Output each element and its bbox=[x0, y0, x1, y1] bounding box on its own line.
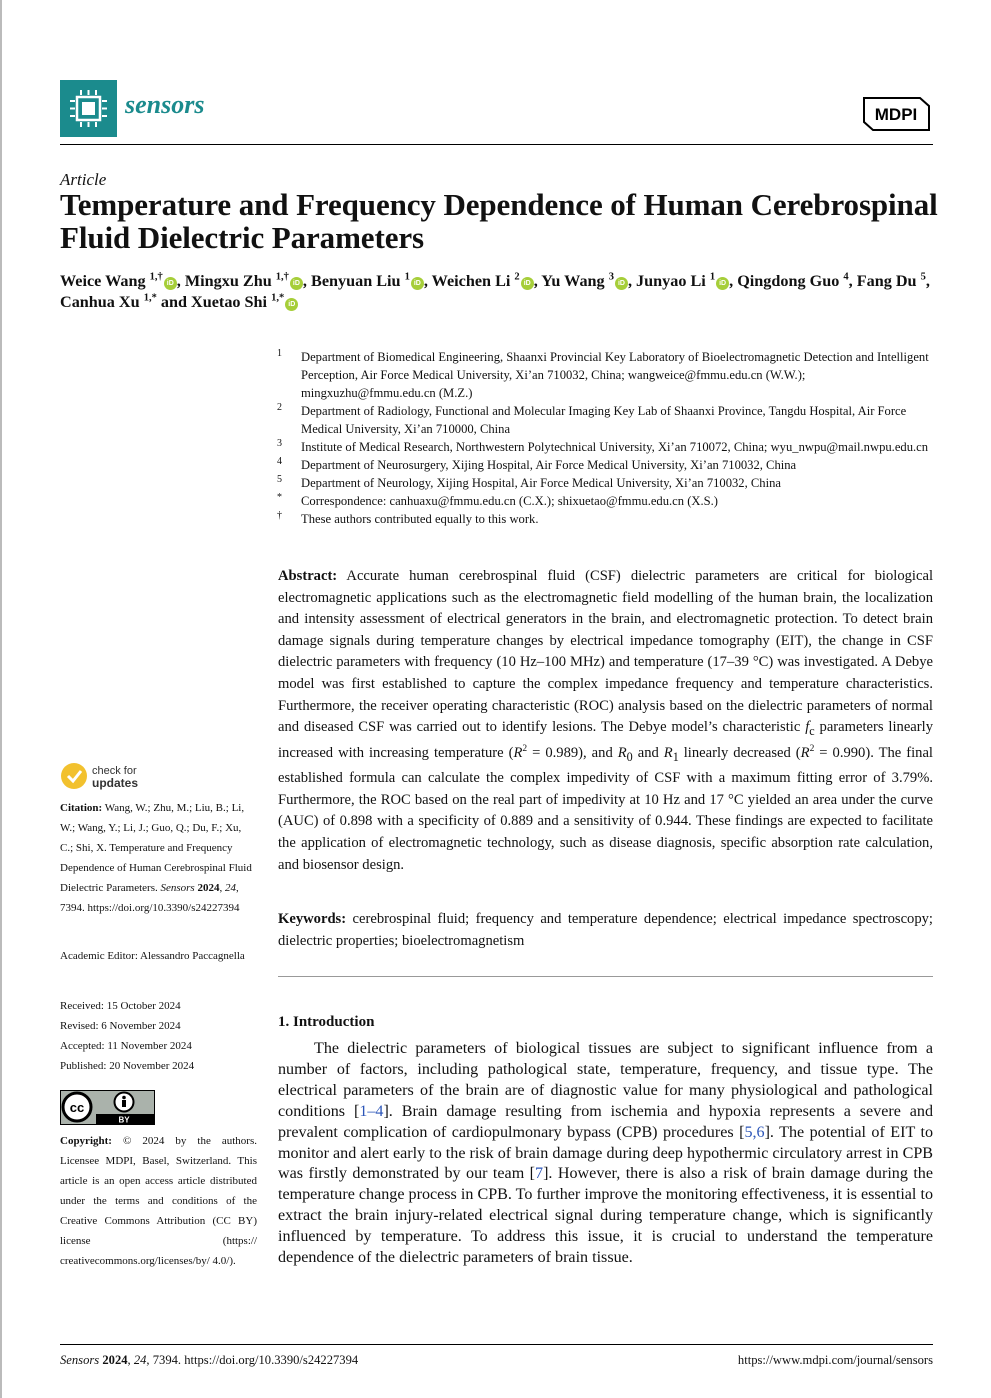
author-affiliation-mark: 1,* bbox=[271, 292, 285, 304]
author-name: Junyao Li bbox=[636, 272, 706, 290]
sensors-logo bbox=[60, 80, 117, 137]
intro-text-3: ]. The potential of EIT to monitor and alert early to the risk of brain damage during deep hypothermic circulatory arrest in CPB was firstly demonstrated by our team [ bbox=[278, 1123, 933, 1183]
keywords-label: Keywords: bbox=[278, 911, 347, 927]
author[interactable] bbox=[541, 272, 628, 290]
author-affiliation-mark: 1 bbox=[404, 271, 410, 283]
copyright-label: Copyright: bbox=[60, 1135, 112, 1147]
affiliation-text: Institute of Medical Research, Northwestern Polytechnical University, Xi’an 710072, China; wyu_nwpu@mail.nwpu.edu.cn bbox=[301, 440, 929, 454]
mdpi-logo-text: MDPI bbox=[874, 105, 918, 124]
author[interactable] bbox=[191, 293, 298, 311]
check-updates-line2: updates bbox=[92, 776, 139, 790]
cc-by-license-badge[interactable] bbox=[60, 1090, 155, 1125]
abstract-text-2: parameters linearly increased with increasing temperature ( bbox=[278, 719, 933, 761]
affiliation-text: Department of Neurosurgery, Xijing Hospital, Air Force Medical University, Xi’an 710032, China bbox=[301, 458, 797, 472]
citation-text: Wang, W.; Zhu, M.; Liu, B.; Li, W.; Wang, Y.; Li, J.; Guo, Q.; Du, F.; Xu, C.; Shi, X. Temperature and Frequency Dependence of Human Cerebrospinal Fluid Dielectric Parameters. bbox=[60, 802, 252, 894]
author-affiliation-mark: 2 bbox=[514, 271, 520, 283]
orcid-icon[interactable]: iD bbox=[521, 277, 534, 290]
mdpi-logo[interactable] bbox=[860, 92, 933, 134]
author-affiliation-mark: 1,* bbox=[143, 292, 157, 304]
footer-divider bbox=[60, 1344, 933, 1345]
footer-year: 2024 bbox=[102, 1353, 128, 1367]
affiliation-text: Department of Radiology, Functional and Molecular Imaging Key Lab of Shaanxi Province, Tangdu Hospital, Air Force Medical University, Xi’an 710000, China bbox=[301, 404, 907, 436]
author-affiliation-mark: 1 bbox=[709, 271, 716, 283]
affiliation-item bbox=[277, 456, 937, 474]
journal-name[interactable]: sensors bbox=[125, 90, 205, 119]
footer-doi[interactable]: , 7394. https://doi.org/10.3390/s24227394 bbox=[146, 1353, 359, 1367]
footer-journal-url[interactable]: https://www.mdpi.com/journal/sensors bbox=[737, 1353, 933, 1367]
intro-text-2: ]. Brain damage resulting from ischemia and hypoxia represents a severe and prevalent complication of cardiopulmonary bypass (CPB) procedures [ bbox=[278, 1102, 934, 1141]
author[interactable] bbox=[636, 272, 729, 290]
section-divider bbox=[278, 976, 933, 977]
author-name: Fang Du bbox=[856, 272, 917, 290]
citation-link[interactable]: 1–4 bbox=[359, 1102, 384, 1120]
author-affiliation-mark: 1,† bbox=[149, 271, 163, 283]
affiliation-mark: 2 bbox=[277, 402, 282, 413]
published-date: Published: 20 November 2024 bbox=[60, 1060, 195, 1072]
affiliation-mark: 3 bbox=[277, 438, 282, 449]
affiliation-text: Correspondence: canhuaxu@fmmu.edu.cn (C.X.); shixuetao@fmmu.edu.cn (X.S.) bbox=[301, 494, 718, 508]
page-edge bbox=[0, 0, 2, 1398]
citation-year: 2024 bbox=[197, 882, 220, 894]
r2-symbol: R bbox=[513, 744, 523, 761]
check-updates-line1: check for bbox=[92, 765, 137, 777]
author-name: Mingxu Zhu bbox=[184, 272, 272, 290]
affiliation-mark: 1 bbox=[277, 348, 282, 359]
citation-volume: 24 bbox=[224, 882, 236, 894]
orcid-icon[interactable]: iD bbox=[285, 298, 298, 311]
citation-label: Citation: bbox=[60, 802, 103, 814]
intro-paragraph bbox=[278, 1039, 933, 1269]
chip-icon bbox=[60, 80, 117, 137]
author-name: Xuetao Shi bbox=[191, 293, 268, 311]
abstract-text-1: Accurate human cerebrospinal fluid (CSF) dielectric parameters are critical for biological electromagnetic applications such as the electromagnetic field modelling of the human brain, the localization and intensity assessment of electrical generators in the brain, and electromagnetic protection. To detect brain damage signals during temperature changes by electrical impedance tomography (EIT), the change in CSF dielectric parameters with frequency (10 Hz–100 MHz) and temperature (17–39 °C) was investigated. A Debye model was first established to capture the complex impedance frequency and temperature characteristics. Furthermore, the receiver operating characteristic (ROC) analysis based on the dielectric parameters of normal and diseased CSF was carried out to identify lesions. The Debye model’s characteristic bbox=[278, 568, 934, 736]
author-name: Benyuan Liu bbox=[311, 272, 401, 290]
affiliation-text: Department of Biomedical Engineering, Shaanxi Provincial Key Laboratory of Bioelectromagnetic Detection and Intelligent Perception, Air Force Medical University, Xi’an 710032, China; wangweice@fmmu.edu.cn (W.W.); mingxuzhu@fmmu.edu.cn (M.Z.) bbox=[301, 350, 929, 400]
affiliation-item bbox=[277, 438, 937, 456]
check-for-updates-button[interactable] bbox=[60, 761, 160, 793]
author-affiliation-mark: 4 bbox=[843, 271, 849, 283]
citation-journal: Sensors bbox=[160, 882, 195, 894]
r0-subscript: 0 bbox=[626, 749, 633, 764]
affiliation-item bbox=[277, 492, 937, 510]
affiliation-mark: 5 bbox=[277, 474, 282, 485]
citation-box: Citation: Wang, W.; Zhu, M.; Liu, B.; Li, W.; Wang, Y.; Li, J.; Guo, Q.; Du, F.; Xu, C.; Shi, X. Temperature and Frequency Dependence of Human Cerebrospinal Fluid Dielectric Parameters. Sensors 2024, 24, 7394. https://doi.org/10.3390/s24227394 bbox=[60, 802, 252, 914]
author-affiliation-mark: 1,† bbox=[275, 271, 289, 283]
author[interactable] bbox=[60, 293, 157, 311]
affiliation-item bbox=[277, 510, 937, 528]
author-name: Qingdong Guo bbox=[737, 272, 840, 290]
keywords bbox=[278, 909, 933, 952]
author-affiliation-mark: 3 bbox=[608, 271, 614, 283]
abstract-text-4: = 0.990). The final established formula can calculate the complex impedivity of CSF with a maximum fitting error of 3.79%. Furthermore, the ROC based on the real part of impedivity at 10 Hz and 17 °C yielded an area under the curve (AUC) of 0.898 with a specificity of 0.889 and a sensitivity of 0.944. These findings are expected to facilitate the application of electromagnetic technology, such as disease diagnosis, specific absorption rate calculation, and biosensor design. bbox=[278, 744, 933, 873]
citation-link[interactable]: 5,6 bbox=[744, 1123, 765, 1141]
copyright-text: © 2024 by the authors. Licensee MDPI, Basel, Switzerland. This article is an open access article distributed under the terms and conditions of the Creative Commons Attribution (CC BY) license (https:// creativecommons.org/licenses/by/ 4.0/). bbox=[60, 1135, 258, 1267]
author[interactable] bbox=[185, 272, 303, 290]
citation-doi[interactable]: , 7394. https://doi.org/10.3390/s24227394 bbox=[60, 882, 240, 914]
author-name: Yu Wang bbox=[541, 272, 605, 290]
affiliation-mark: 4 bbox=[277, 456, 282, 467]
check-badge-icon bbox=[61, 763, 87, 789]
cc-by-label: BY bbox=[118, 1115, 130, 1125]
orcid-icon[interactable]: iD bbox=[290, 277, 303, 290]
orcid-icon[interactable]: iD bbox=[615, 277, 628, 290]
author-list: Weice Wang $^{1,\dagger}$iD , Mingxu Zhu $^{1,\dagger}$iD , Benyuan Liu $^1$iD , Weichen Li $^2$iD , Yu Wang $^3$iD , Junyao Li $^1$iD , Qingdong Guo $^4$, Fang Du $^5$, Canhua Xu $^{1,*}$ and Xuetao Shi $^{1,*}$iD bbox=[60, 271, 930, 311]
author-name: Weichen Li bbox=[431, 272, 511, 290]
r0-symbol: R bbox=[617, 744, 627, 761]
publication-dates bbox=[60, 996, 257, 1076]
received-date: Received: 15 October 2024 bbox=[60, 1000, 181, 1012]
r2b-superscript: 2 bbox=[809, 743, 815, 754]
academic-editor: Academic Editor: Alessandro Paccagnella bbox=[60, 950, 245, 962]
orcid-icon[interactable]: iD bbox=[164, 277, 177, 290]
author[interactable] bbox=[311, 272, 424, 290]
author-affiliation-mark: 5 bbox=[920, 271, 926, 283]
r1-subscript: 1 bbox=[672, 749, 679, 764]
author-name: Weice Wang bbox=[60, 272, 146, 290]
and-text: and bbox=[632, 744, 664, 761]
affiliation-item bbox=[277, 474, 937, 492]
author[interactable] bbox=[60, 272, 177, 290]
affiliation-mark: * bbox=[277, 492, 282, 503]
abstract bbox=[278, 566, 933, 876]
article-title: Temperature and Frequency Dependence of Human Cerebrospinal Fluid Dielectric Parameters bbox=[60, 187, 938, 255]
affiliation-item bbox=[277, 402, 937, 438]
affiliation-mark: † bbox=[277, 510, 282, 521]
copyright-notice bbox=[60, 1131, 257, 1271]
footer-volume: 24 bbox=[133, 1353, 147, 1367]
affiliation-text: Department of Neurology, Xijing Hospital, Air Force Medical University, Xi’an 710032, China bbox=[301, 476, 781, 490]
accepted-date: Accepted: 11 November 2024 bbox=[60, 1040, 192, 1052]
abstract-text-3: linearly decreased ( bbox=[678, 744, 801, 761]
author[interactable] bbox=[857, 272, 926, 290]
author-name: Canhua Xu bbox=[60, 293, 140, 311]
article-type: Article bbox=[60, 170, 107, 189]
svg-text:cc: cc bbox=[69, 1100, 85, 1115]
affiliations bbox=[277, 348, 937, 528]
intro-text-4: ]. However, there is also a risk of brain damage during the temperature change process in CPB. To further improve the monitoring effectiveness, it is essential to extract the brain injury-related electrical signal during temperature change, which is significantly influenced by temperature. To address this issue, it is crucial to understand the temperature dependence of the dielectric parameters of brain tissue. bbox=[278, 1165, 933, 1267]
orcid-icon[interactable]: iD bbox=[411, 277, 424, 290]
affiliation-item bbox=[277, 348, 937, 402]
r2-superscript: 2 bbox=[522, 743, 528, 754]
keywords-text: cerebrospinal fluid; frequency and temperature dependence; electrical impedance spectroscopy; dielectric properties; bioelectromagnetism bbox=[278, 911, 933, 949]
r2-value: = 0.989), and bbox=[527, 744, 618, 761]
footer-citation: Sensors 2024, 24, 7394. https://doi.org/10.3390/s24227394 bbox=[60, 1353, 359, 1367]
fc-symbol: f bbox=[805, 719, 810, 736]
abstract-label: Abstract: bbox=[278, 568, 338, 584]
author[interactable] bbox=[737, 272, 848, 290]
revised-date: Revised: 6 November 2024 bbox=[60, 1020, 181, 1032]
orcid-icon[interactable]: iD bbox=[716, 277, 729, 290]
r2b-symbol: R bbox=[800, 744, 810, 761]
r1-symbol: R bbox=[663, 744, 673, 761]
footer-journal: Sensors bbox=[60, 1353, 100, 1367]
intro-text-1: The dielectric parameters of biological tissues are subject to significant influence from a number of factors, including pathological state, temperature, frequency, and tissue type. The electrical parameters of the brain are of diagnostic value for many physiological and pathological conditions [ bbox=[278, 1040, 933, 1120]
section-heading: 1. Introduction bbox=[278, 1014, 375, 1030]
author[interactable] bbox=[432, 272, 534, 290]
fc-subscript: c bbox=[809, 724, 815, 739]
citation-link[interactable]: 7 bbox=[535, 1165, 544, 1183]
header-divider bbox=[60, 144, 933, 145]
affiliation-text: These authors contributed equally to this work. bbox=[301, 512, 539, 526]
